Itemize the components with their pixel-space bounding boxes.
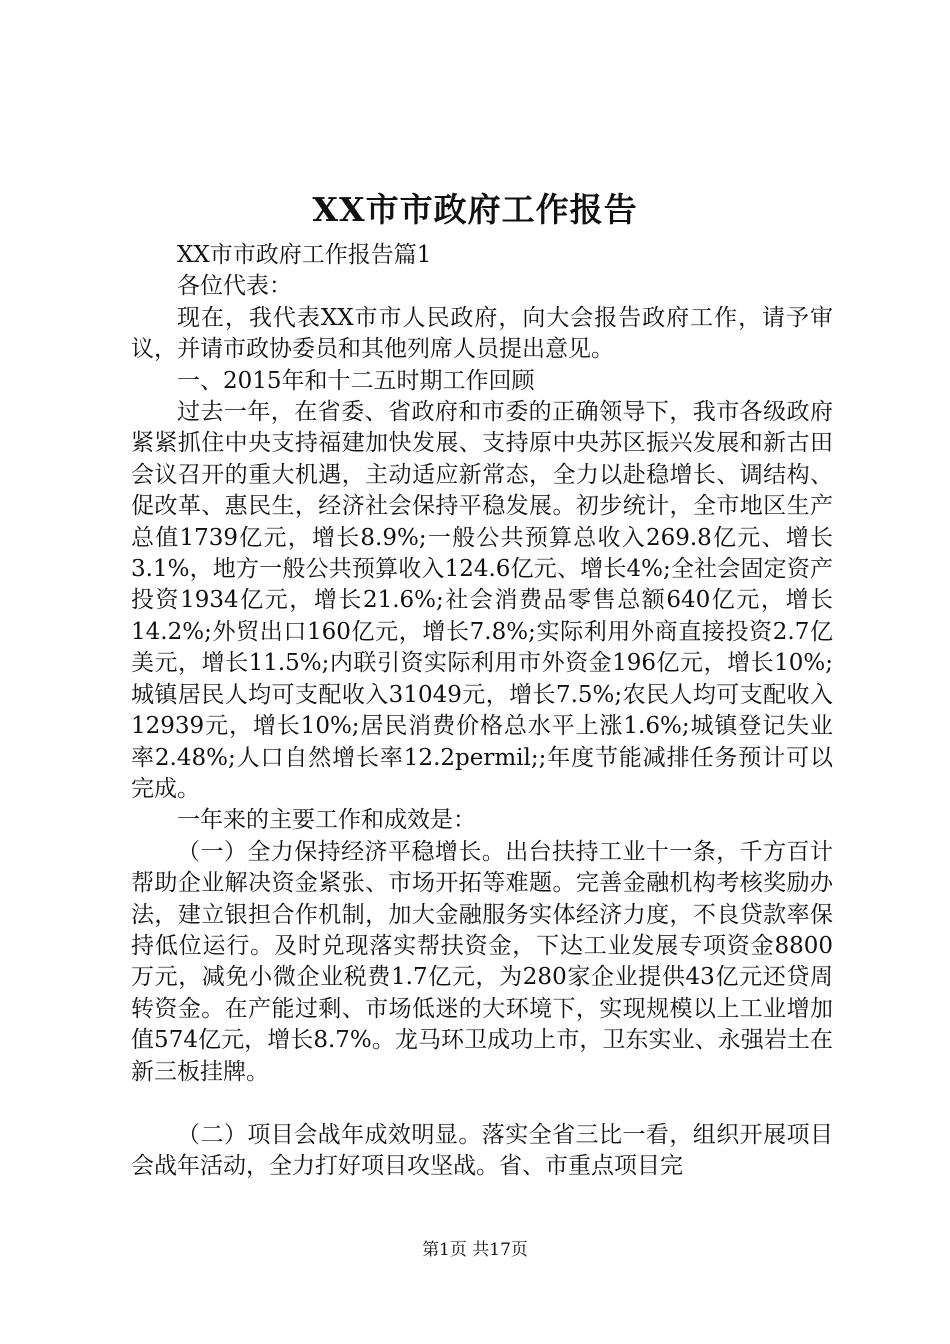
- paragraph: 现在，我代表XX市市人民政府，向大会报告政府工作，请予审议，并请市政协委员和其他列席人员提出意见。: [131, 304, 833, 363]
- paragraph: 过去一年，在省委、省政府和市委的正确领导下，我市各级政府紧紧抓住中央支持福建加快发展、支持原中央苏区振兴发展和新古田会议召开的重大机遇，主动适应新常态，全力以赴稳增长、调结构、促改革、惠民生，经济社会保持平稳发展。初步统计，全市地区生产总值1739亿元，增长8.9%;一般公共预算总收入269.8亿元、增长3.1%，地方一般公共预算收入124.6亿元、增长4%;全社会固定资产投资1934亿元，增长21.6%;社会消费品零售总额640亿元，增长14.2%;外贸出口160亿元，增长7.8%;实际利用外商直接投资2.7亿美元，增长11.5%;内联引资实际利用市外资金196亿元，增长10%;城镇居民人均可支配收入31049元，增长7.5%;农民人均可支配收入12939元，增长10%;居民消费价格总水平上涨1.6%;城镇登记失业率2.48%;人口自然增长率12.2permil;;年度节能减排任务预计可以完成。: [131, 399, 833, 802]
- subsection-heading: 一、2015年和十二五时期工作回顾: [177, 367, 535, 394]
- paragraph: 一年来的主要工作和成效是：: [177, 807, 476, 834]
- salutation: 各位代表：: [177, 273, 292, 300]
- paragraph: （一）全力保持经济平稳增长。出台扶持工业十一条，千方百计帮助企业解决资金紧张、市场开拓等难题。完善金融机构考核奖励办法，建立银担合作机制，加大金融服务实体经济力度，不良贷款率保持低位运行。及时兑现落实帮扶资金，下达工业发展专项资金8800万元，减免小微企业税费1.7亿元，为280家企业提供43亿元还贷周转资金。在产能过剩、市场低迷的大环境下，实现规模以上工业增加值574亿元，增长8.7%。龙马环卫成功上市，卫东实业、永强岩土在新三板挂牌。: [131, 838, 833, 1085]
- document-title: XX市市政府工作报告: [312, 190, 638, 229]
- page-number-footer: 第1页 共17页: [422, 1240, 528, 1260]
- section-heading: XX市市政府工作报告篇1: [177, 242, 432, 268]
- paragraph: （二）项目会战年成效明显。落实全省三比一看，组织开展项目会战年活动，全力打好项目攻坚战。省、市重点项目完: [131, 1121, 833, 1180]
- document-body: [131, 240, 833, 1183]
